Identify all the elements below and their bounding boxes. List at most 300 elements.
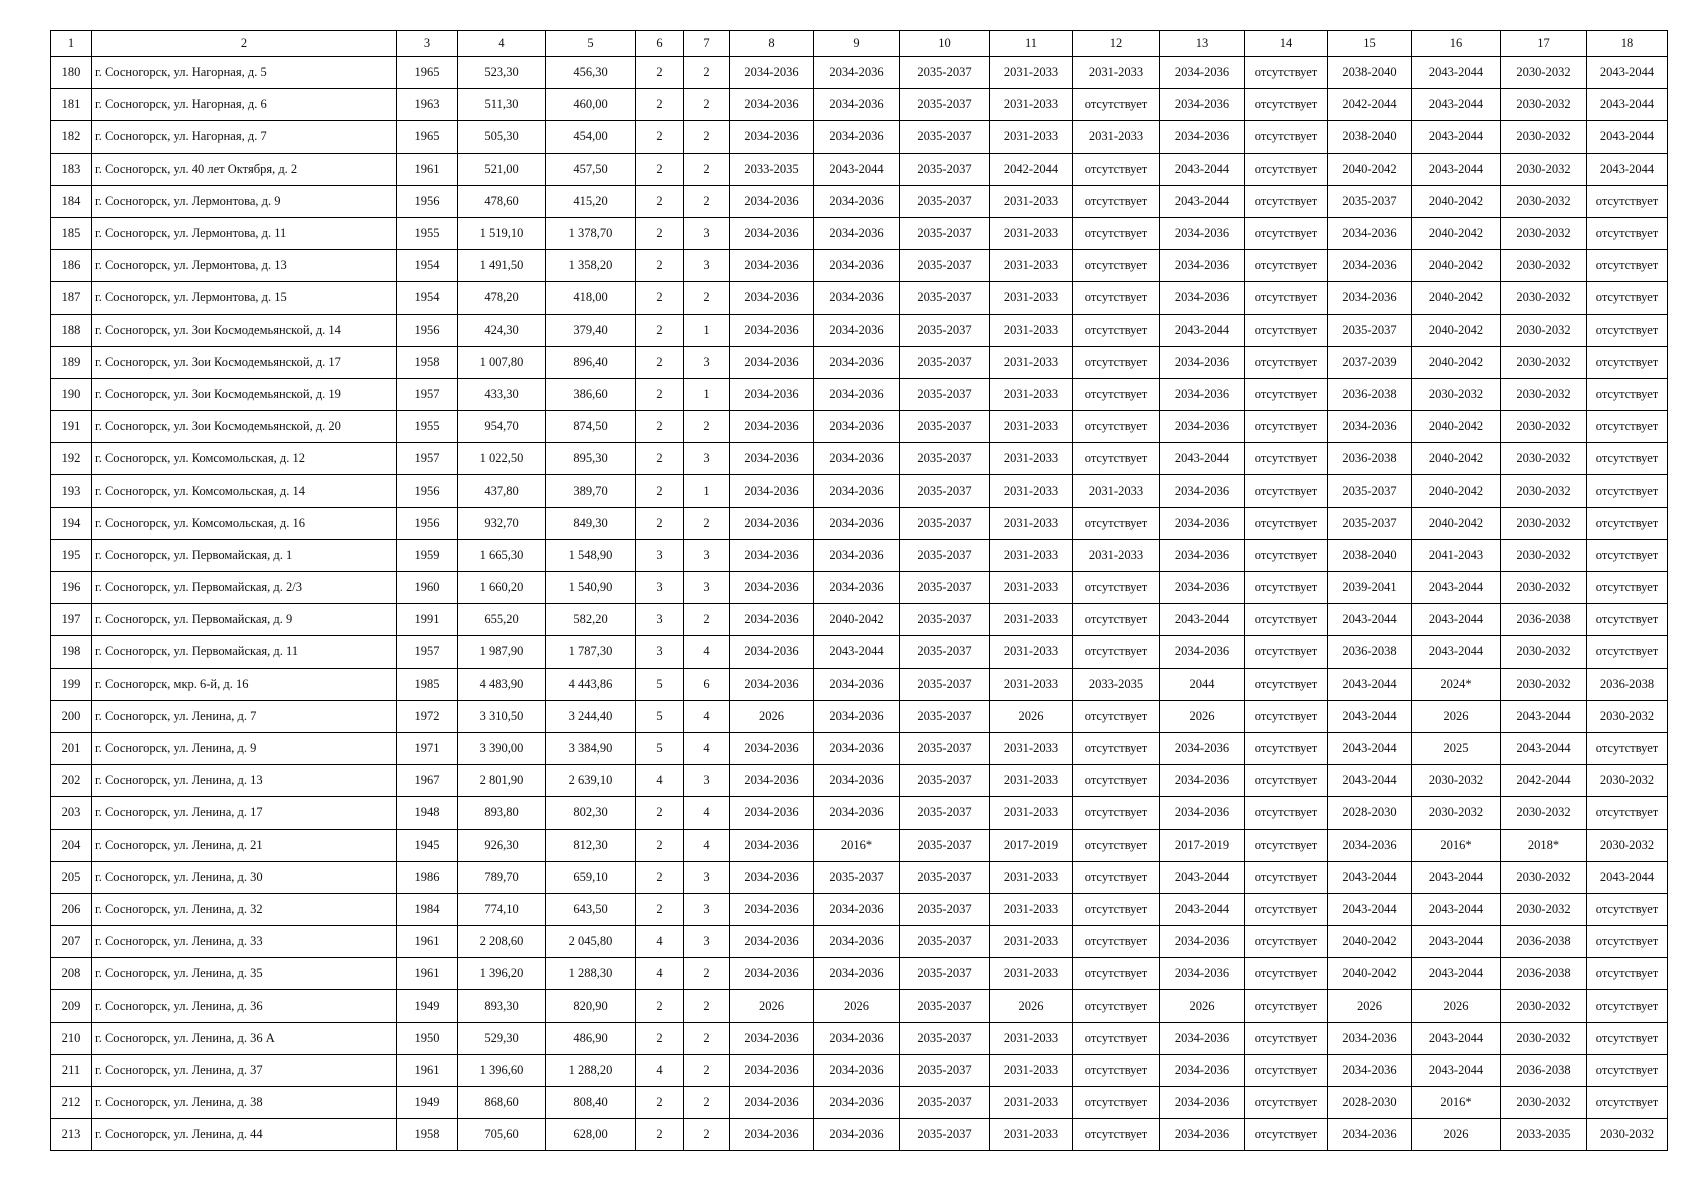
row-number-cell: 190 (51, 378, 92, 410)
period-col-8-cell: 2034-2036 (730, 926, 814, 958)
living-area-cell: 486,90 (546, 1022, 636, 1054)
period-col-9-cell: 2035-2037 (814, 861, 900, 893)
period-col-14-cell: отсутствует (1245, 636, 1328, 668)
period-col-10-cell: 2035-2037 (900, 346, 990, 378)
living-area-cell: 896,40 (546, 346, 636, 378)
row-number-cell: 194 (51, 507, 92, 539)
period-col-14-cell: отсутствует (1245, 926, 1328, 958)
year-built-cell: 1956 (397, 185, 458, 217)
period-col-18-cell: отсутствует (1587, 604, 1668, 636)
floors-cell: 2 (636, 57, 684, 89)
total-area-cell: 478,20 (458, 282, 546, 314)
year-built-cell: 1967 (397, 765, 458, 797)
address-cell: г. Сосногорск, ул. Лермонтова, д. 11 (92, 217, 397, 249)
period-col-10-cell: 2035-2037 (900, 604, 990, 636)
period-col-15-cell: 2043-2044 (1328, 604, 1412, 636)
period-col-18-cell: отсутствует (1587, 475, 1668, 507)
period-col-12-cell: 2031-2033 (1073, 121, 1160, 153)
period-col-8-cell: 2034-2036 (730, 572, 814, 604)
period-col-8-cell: 2034-2036 (730, 1054, 814, 1086)
period-col-14-cell: отсутствует (1245, 732, 1328, 764)
year-built-cell: 1956 (397, 507, 458, 539)
address-cell: г. Сосногорск, ул. 40 лет Октября, д. 2 (92, 153, 397, 185)
row-number-cell: 210 (51, 1022, 92, 1054)
floors-cell: 2 (636, 443, 684, 475)
period-col-12-cell: отсутствует (1073, 636, 1160, 668)
table-row (51, 57, 1668, 89)
period-col-18-cell: отсутствует (1587, 507, 1668, 539)
period-col-11-cell: 2031-2033 (990, 604, 1073, 636)
period-col-12-cell: отсутствует (1073, 411, 1160, 443)
total-area-cell: 505,30 (458, 121, 546, 153)
period-col-13-cell: 2044 (1160, 668, 1245, 700)
period-col-11-cell: 2031-2033 (990, 185, 1073, 217)
period-col-16-cell: 2016* (1412, 1087, 1501, 1119)
period-col-12-cell: отсутствует (1073, 89, 1160, 121)
table-row (51, 475, 1668, 507)
period-col-12-cell: отсутствует (1073, 958, 1160, 990)
period-col-15-cell: 2034-2036 (1328, 217, 1412, 249)
year-built-cell: 1949 (397, 1087, 458, 1119)
period-col-10-cell: 2035-2037 (900, 700, 990, 732)
year-built-cell: 1948 (397, 797, 458, 829)
total-area-cell: 529,30 (458, 1022, 546, 1054)
period-col-9-cell: 2034-2036 (814, 732, 900, 764)
period-col-9-cell: 2034-2036 (814, 89, 900, 121)
period-col-15-cell: 2038-2040 (1328, 57, 1412, 89)
period-col-8-cell: 2033-2035 (730, 153, 814, 185)
period-col-15-cell: 2034-2036 (1328, 250, 1412, 282)
living-area-cell: 4 443,86 (546, 668, 636, 700)
period-col-12-cell: отсутствует (1073, 829, 1160, 861)
period-col-18-cell: отсутствует (1587, 314, 1668, 346)
period-col-14-cell: отсутствует (1245, 475, 1328, 507)
period-col-14-cell: отсутствует (1245, 314, 1328, 346)
living-area-cell: 1 288,20 (546, 1054, 636, 1086)
period-col-10-cell: 2035-2037 (900, 990, 990, 1022)
period-col-12-cell: 2031-2033 (1073, 57, 1160, 89)
period-col-8-cell: 2034-2036 (730, 765, 814, 797)
period-col-9-cell: 2034-2036 (814, 797, 900, 829)
period-col-18-cell: 2043-2044 (1587, 57, 1668, 89)
entrances-cell: 2 (684, 57, 730, 89)
period-col-15-cell: 2026 (1328, 990, 1412, 1022)
entrances-cell: 2 (684, 1119, 730, 1151)
period-col-11-cell: 2031-2033 (990, 411, 1073, 443)
period-col-11-cell: 2031-2033 (990, 1119, 1073, 1151)
period-col-10-cell: 2035-2037 (900, 765, 990, 797)
address-cell: г. Сосногорск, ул. Нагорная, д. 7 (92, 121, 397, 153)
period-col-8-cell: 2034-2036 (730, 250, 814, 282)
period-col-8-cell: 2034-2036 (730, 475, 814, 507)
table-row (51, 411, 1668, 443)
table-row (51, 861, 1668, 893)
entrances-cell: 3 (684, 765, 730, 797)
living-area-cell: 849,30 (546, 507, 636, 539)
address-cell: г. Сосногорск, ул. Зои Космодемьянской, д. 17 (92, 346, 397, 378)
floors-cell: 5 (636, 700, 684, 732)
period-col-16-cell: 2040-2042 (1412, 217, 1501, 249)
period-col-15-cell: 2035-2037 (1328, 185, 1412, 217)
period-col-8-cell: 2034-2036 (730, 958, 814, 990)
floors-cell: 2 (636, 990, 684, 1022)
period-col-16-cell: 2040-2042 (1412, 443, 1501, 475)
table-row (51, 668, 1668, 700)
period-col-17-cell: 2036-2038 (1501, 926, 1587, 958)
period-col-8-cell: 2034-2036 (730, 1022, 814, 1054)
period-col-9-cell: 2034-2036 (814, 378, 900, 410)
entrances-cell: 2 (684, 990, 730, 1022)
living-area-cell: 418,00 (546, 282, 636, 314)
address-cell: г. Сосногорск, ул. Лермонтова, д. 13 (92, 250, 397, 282)
period-col-13-cell: 2034-2036 (1160, 1119, 1245, 1151)
entrances-cell: 2 (684, 1054, 730, 1086)
floors-cell: 2 (636, 507, 684, 539)
floors-cell: 4 (636, 1054, 684, 1086)
floors-cell: 5 (636, 732, 684, 764)
address-cell: г. Сосногорск, ул. Ленина, д. 17 (92, 797, 397, 829)
period-col-13-cell: 2043-2044 (1160, 314, 1245, 346)
row-number-cell: 180 (51, 57, 92, 89)
floors-cell: 2 (636, 1087, 684, 1119)
column-header-9: 9 (814, 31, 900, 57)
period-col-13-cell: 2043-2044 (1160, 185, 1245, 217)
period-col-16-cell: 2041-2043 (1412, 539, 1501, 571)
row-number-cell: 200 (51, 700, 92, 732)
row-number-cell: 185 (51, 217, 92, 249)
floors-cell: 2 (636, 89, 684, 121)
row-number-cell: 181 (51, 89, 92, 121)
period-col-10-cell: 2035-2037 (900, 57, 990, 89)
period-col-15-cell: 2038-2040 (1328, 121, 1412, 153)
period-col-16-cell: 2040-2042 (1412, 185, 1501, 217)
floors-cell: 4 (636, 765, 684, 797)
period-col-17-cell: 2030-2032 (1501, 861, 1587, 893)
entrances-cell: 6 (684, 668, 730, 700)
period-col-16-cell: 2040-2042 (1412, 346, 1501, 378)
period-col-14-cell: отсутствует (1245, 539, 1328, 571)
period-col-9-cell: 2043-2044 (814, 636, 900, 668)
table-row (51, 121, 1668, 153)
column-header-18: 18 (1587, 31, 1668, 57)
period-col-12-cell: отсутствует (1073, 990, 1160, 1022)
entrances-cell: 3 (684, 572, 730, 604)
period-col-8-cell: 2034-2036 (730, 443, 814, 475)
entrances-cell: 4 (684, 797, 730, 829)
period-col-13-cell: 2034-2036 (1160, 121, 1245, 153)
period-col-15-cell: 2043-2044 (1328, 765, 1412, 797)
period-col-18-cell: 2036-2038 (1587, 668, 1668, 700)
period-col-14-cell: отсутствует (1245, 797, 1328, 829)
living-area-cell: 456,30 (546, 57, 636, 89)
period-col-15-cell: 2043-2044 (1328, 732, 1412, 764)
total-area-cell: 1 396,60 (458, 1054, 546, 1086)
table-row (51, 604, 1668, 636)
address-cell: г. Сосногорск, ул. Ленина, д. 35 (92, 958, 397, 990)
period-col-12-cell: отсутствует (1073, 1119, 1160, 1151)
period-col-8-cell: 2034-2036 (730, 636, 814, 668)
period-col-16-cell: 2025 (1412, 732, 1501, 764)
period-col-9-cell: 2034-2036 (814, 185, 900, 217)
period-col-13-cell: 2043-2044 (1160, 443, 1245, 475)
period-col-17-cell: 2030-2032 (1501, 636, 1587, 668)
period-col-10-cell: 2035-2037 (900, 121, 990, 153)
entrances-cell: 2 (684, 153, 730, 185)
period-col-16-cell: 2040-2042 (1412, 282, 1501, 314)
period-col-13-cell: 2034-2036 (1160, 958, 1245, 990)
period-col-17-cell: 2030-2032 (1501, 443, 1587, 475)
period-col-16-cell: 2024* (1412, 668, 1501, 700)
period-col-11-cell: 2031-2033 (990, 926, 1073, 958)
period-col-15-cell: 2036-2038 (1328, 378, 1412, 410)
address-cell: г. Сосногорск, ул. Ленина, д. 7 (92, 700, 397, 732)
period-col-8-cell: 2034-2036 (730, 893, 814, 925)
total-area-cell: 868,60 (458, 1087, 546, 1119)
year-built-cell: 1961 (397, 153, 458, 185)
living-area-cell: 874,50 (546, 411, 636, 443)
period-col-9-cell: 2034-2036 (814, 475, 900, 507)
period-col-18-cell: 2043-2044 (1587, 153, 1668, 185)
period-col-9-cell: 2026 (814, 990, 900, 1022)
period-col-18-cell: 2030-2032 (1587, 700, 1668, 732)
floors-cell: 4 (636, 926, 684, 958)
total-area-cell: 523,30 (458, 57, 546, 89)
period-col-16-cell: 2016* (1412, 829, 1501, 861)
period-col-18-cell: 2043-2044 (1587, 121, 1668, 153)
period-col-15-cell: 2036-2038 (1328, 443, 1412, 475)
row-number-cell: 184 (51, 185, 92, 217)
period-col-14-cell: отсутствует (1245, 572, 1328, 604)
period-col-16-cell: 2043-2044 (1412, 893, 1501, 925)
address-cell: г. Сосногорск, ул. Ленина, д. 38 (92, 1087, 397, 1119)
living-area-cell: 379,40 (546, 314, 636, 346)
period-col-14-cell: отсутствует (1245, 153, 1328, 185)
entrances-cell: 4 (684, 700, 730, 732)
row-number-cell: 191 (51, 411, 92, 443)
period-col-18-cell: отсутствует (1587, 636, 1668, 668)
period-col-8-cell: 2034-2036 (730, 507, 814, 539)
year-built-cell: 1961 (397, 926, 458, 958)
period-col-16-cell: 2030-2032 (1412, 765, 1501, 797)
period-col-9-cell: 2034-2036 (814, 507, 900, 539)
address-cell: г. Сосногорск, ул. Комсомольская, д. 12 (92, 443, 397, 475)
period-col-18-cell: 2030-2032 (1587, 829, 1668, 861)
year-built-cell: 1965 (397, 57, 458, 89)
living-area-cell: 808,40 (546, 1087, 636, 1119)
column-header-7: 7 (684, 31, 730, 57)
entrances-cell: 2 (684, 121, 730, 153)
entrances-cell: 3 (684, 250, 730, 282)
period-col-10-cell: 2035-2037 (900, 314, 990, 346)
total-area-cell: 437,80 (458, 475, 546, 507)
table-row (51, 893, 1668, 925)
entrances-cell: 2 (684, 958, 730, 990)
living-area-cell: 2 045,80 (546, 926, 636, 958)
period-col-14-cell: отсутствует (1245, 185, 1328, 217)
total-area-cell: 1 660,20 (458, 572, 546, 604)
entrances-cell: 2 (684, 604, 730, 636)
row-number-cell: 205 (51, 861, 92, 893)
living-area-cell: 1 787,30 (546, 636, 636, 668)
total-area-cell: 1 022,50 (458, 443, 546, 475)
period-col-15-cell: 2035-2037 (1328, 507, 1412, 539)
period-col-8-cell: 2034-2036 (730, 861, 814, 893)
row-number-cell: 189 (51, 346, 92, 378)
year-built-cell: 1956 (397, 314, 458, 346)
table-row (51, 1022, 1668, 1054)
period-col-11-cell: 2031-2033 (990, 636, 1073, 668)
column-header-4: 4 (458, 31, 546, 57)
entrances-cell: 3 (684, 926, 730, 958)
year-built-cell: 1958 (397, 346, 458, 378)
period-col-13-cell: 2017-2019 (1160, 829, 1245, 861)
address-cell: г. Сосногорск, ул. Первомайская, д. 2/3 (92, 572, 397, 604)
period-col-10-cell: 2035-2037 (900, 958, 990, 990)
floors-cell: 2 (636, 411, 684, 443)
period-col-10-cell: 2035-2037 (900, 507, 990, 539)
living-area-cell: 3 384,90 (546, 732, 636, 764)
column-header-3: 3 (397, 31, 458, 57)
address-cell: г. Сосногорск, ул. Первомайская, д. 9 (92, 604, 397, 636)
period-col-13-cell: 2026 (1160, 700, 1245, 732)
period-col-11-cell: 2026 (990, 700, 1073, 732)
period-col-12-cell: отсутствует (1073, 1054, 1160, 1086)
period-col-15-cell: 2040-2042 (1328, 958, 1412, 990)
year-built-cell: 1945 (397, 829, 458, 861)
row-number-cell: 196 (51, 572, 92, 604)
address-cell: г. Сосногорск, ул. Ленина, д. 33 (92, 926, 397, 958)
floors-cell: 2 (636, 829, 684, 861)
total-area-cell: 511,30 (458, 89, 546, 121)
year-built-cell: 1955 (397, 411, 458, 443)
period-col-17-cell: 2030-2032 (1501, 314, 1587, 346)
period-col-9-cell: 2034-2036 (814, 1022, 900, 1054)
floors-cell: 3 (636, 636, 684, 668)
table-row (51, 539, 1668, 571)
period-col-8-cell: 2034-2036 (730, 539, 814, 571)
period-col-14-cell: отсутствует (1245, 346, 1328, 378)
period-col-15-cell: 2034-2036 (1328, 282, 1412, 314)
address-cell: г. Сосногорск, ул. Ленина, д. 21 (92, 829, 397, 861)
period-col-11-cell: 2031-2033 (990, 217, 1073, 249)
row-number-cell: 183 (51, 153, 92, 185)
period-col-12-cell: отсутствует (1073, 700, 1160, 732)
period-col-11-cell: 2031-2033 (990, 893, 1073, 925)
total-area-cell: 4 483,90 (458, 668, 546, 700)
period-col-17-cell: 2030-2032 (1501, 346, 1587, 378)
period-col-11-cell: 2026 (990, 990, 1073, 1022)
period-col-14-cell: отсутствует (1245, 861, 1328, 893)
housing-repair-schedule-table (50, 30, 1668, 1151)
address-cell: г. Сосногорск, ул. Ленина, д. 36 А (92, 1022, 397, 1054)
period-col-18-cell: отсутствует (1587, 958, 1668, 990)
period-col-10-cell: 2035-2037 (900, 1119, 990, 1151)
period-col-18-cell: отсутствует (1587, 539, 1668, 571)
period-col-9-cell: 2034-2036 (814, 1119, 900, 1151)
living-area-cell: 460,00 (546, 89, 636, 121)
period-col-13-cell: 2034-2036 (1160, 217, 1245, 249)
period-col-10-cell: 2035-2037 (900, 185, 990, 217)
floors-cell: 2 (636, 314, 684, 346)
period-col-16-cell: 2040-2042 (1412, 475, 1501, 507)
period-col-9-cell: 2034-2036 (814, 282, 900, 314)
total-area-cell: 774,10 (458, 893, 546, 925)
period-col-8-cell: 2034-2036 (730, 89, 814, 121)
total-area-cell: 1 007,80 (458, 346, 546, 378)
period-col-13-cell: 2034-2036 (1160, 378, 1245, 410)
period-col-8-cell: 2034-2036 (730, 346, 814, 378)
period-col-16-cell: 2040-2042 (1412, 314, 1501, 346)
period-col-8-cell: 2034-2036 (730, 604, 814, 636)
total-area-cell: 893,80 (458, 797, 546, 829)
living-area-cell: 628,00 (546, 1119, 636, 1151)
entrances-cell: 2 (684, 185, 730, 217)
year-built-cell: 1959 (397, 539, 458, 571)
year-built-cell: 1957 (397, 378, 458, 410)
period-col-8-cell: 2026 (730, 700, 814, 732)
table-row (51, 829, 1668, 861)
period-col-18-cell: отсутствует (1587, 411, 1668, 443)
year-built-cell: 1961 (397, 958, 458, 990)
period-col-11-cell: 2031-2033 (990, 732, 1073, 764)
floors-cell: 4 (636, 958, 684, 990)
period-col-18-cell: отсутствует (1587, 1022, 1668, 1054)
address-cell: г. Сосногорск, ул. Первомайская, д. 11 (92, 636, 397, 668)
period-col-15-cell: 2040-2042 (1328, 153, 1412, 185)
period-col-18-cell: отсутствует (1587, 893, 1668, 925)
period-col-10-cell: 2035-2037 (900, 1022, 990, 1054)
entrances-cell: 3 (684, 346, 730, 378)
table-row (51, 282, 1668, 314)
period-col-18-cell: отсутствует (1587, 185, 1668, 217)
period-col-14-cell: отсутствует (1245, 411, 1328, 443)
period-col-10-cell: 2035-2037 (900, 282, 990, 314)
floors-cell: 2 (636, 1022, 684, 1054)
period-col-12-cell: отсутствует (1073, 893, 1160, 925)
column-header-8: 8 (730, 31, 814, 57)
row-number-cell: 193 (51, 475, 92, 507)
period-col-16-cell: 2043-2044 (1412, 926, 1501, 958)
column-header-5: 5 (546, 31, 636, 57)
period-col-10-cell: 2035-2037 (900, 668, 990, 700)
year-built-cell: 1965 (397, 121, 458, 153)
address-cell: г. Сосногорск, ул. Ленина, д. 37 (92, 1054, 397, 1086)
total-area-cell: 893,30 (458, 990, 546, 1022)
table-row (51, 765, 1668, 797)
period-col-16-cell: 2043-2044 (1412, 1054, 1501, 1086)
period-col-11-cell: 2031-2033 (990, 765, 1073, 797)
period-col-16-cell: 2043-2044 (1412, 89, 1501, 121)
address-cell: г. Сосногорск, ул. Ленина, д. 44 (92, 1119, 397, 1151)
row-number-cell: 195 (51, 539, 92, 571)
period-col-13-cell: 2026 (1160, 990, 1245, 1022)
period-col-12-cell: отсутствует (1073, 732, 1160, 764)
floors-cell: 2 (636, 282, 684, 314)
total-area-cell: 2 208,60 (458, 926, 546, 958)
floors-cell: 2 (636, 346, 684, 378)
period-col-17-cell: 2030-2032 (1501, 57, 1587, 89)
period-col-18-cell: 2043-2044 (1587, 861, 1668, 893)
year-built-cell: 1949 (397, 990, 458, 1022)
period-col-15-cell: 2035-2037 (1328, 475, 1412, 507)
entrances-cell: 3 (684, 539, 730, 571)
table-row (51, 314, 1668, 346)
period-col-10-cell: 2035-2037 (900, 926, 990, 958)
period-col-13-cell: 2034-2036 (1160, 250, 1245, 282)
period-col-17-cell: 2030-2032 (1501, 121, 1587, 153)
table-row (51, 958, 1668, 990)
period-col-18-cell: отсутствует (1587, 250, 1668, 282)
